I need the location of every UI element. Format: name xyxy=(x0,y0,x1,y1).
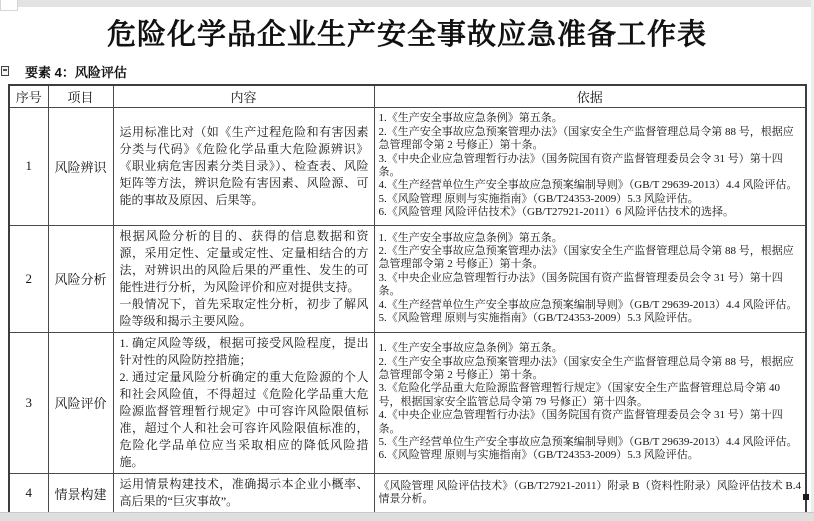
col-header-basis: 依据 xyxy=(374,85,806,107)
table-row xyxy=(9,225,806,332)
page-title: 危险化学品企业生产安全事故应急准备工作表 xyxy=(106,19,707,51)
basis-line: 4.《生产经营单位生产安全事故应急预案编制导则》（GB/T 29639-2013）4.4 风险评估。 xyxy=(378,179,798,192)
row-item-cell: 风险评价 xyxy=(48,332,113,473)
row-no-cell: 3 xyxy=(9,332,48,473)
basis-line: 2.《生产安全事故应急预案管理办法》（国家安全生产监督管理总局令第 88 号，根据应急管理部令第 2 号修正）第十条。 xyxy=(378,125,794,152)
col-header-item: 项目 xyxy=(48,85,113,107)
row-basis-cell xyxy=(374,107,806,225)
content-paragraph: 运用标准比对（如《生产过程危险和有害因素分类与代码》《危险化学品重大危险源辨识》《职业病危害因素分类目录》）、检查表、风险矩阵等方法，辨识危险有害因素、风险源、可能的事故及原因、后果等。 xyxy=(119,124,369,207)
basis-line: 2.《生产安全事故应急预案管理办法》（国家安全生产监督管理总局令第 88 号，根据应急管理部令第 2 号修正）第十条。 xyxy=(378,244,794,271)
basis-line: 5.《风险管理 原则与实施指南》（GB/T24353-2009）5.3 风险评估。 xyxy=(378,312,699,325)
content-paragraph: 1. 确定风险等级，根据可接受风险程度，提出针对性的风险防控措施； xyxy=(119,335,369,367)
window-top-edge xyxy=(0,0,814,7)
basis-line: 1.《生产安全事故应急条例》第五条。 xyxy=(378,112,563,125)
basis-line: 6.《风险管理 原则与实施指南》（GB/T24353-2009）5.3 风险评估。 xyxy=(378,449,699,462)
table-row xyxy=(9,473,806,514)
content-paragraph: 运用情景构建技术，准确揭示本企业小概率、高后果的“巨灾事故”。 xyxy=(119,477,369,509)
risk-assessment-table xyxy=(8,84,807,515)
col-header-no: 序号 xyxy=(9,85,48,107)
window-top-notch xyxy=(0,0,18,11)
row-no-cell: 2 xyxy=(9,225,48,332)
table-anchor-icon xyxy=(1,66,9,76)
content-paragraph: 根据风险分析的目的、获得的信息数据和资源，采用定性、定量或定性、定量相结合的方法，对辨识出的风险后果的严重性、发生的可能性进行分析，为风险评价和应对提供支持。 xyxy=(119,228,369,294)
basis-line: 5.《风险管理 原则与实施指南》（GB/T24353-2009）5.3 风险评估。 xyxy=(378,192,699,205)
row-basis-cell xyxy=(374,473,806,514)
row-no-cell: 1 xyxy=(9,107,48,225)
table-row xyxy=(9,332,806,473)
basis-line: 1.《生产安全事故应急条例》第五条。 xyxy=(378,231,563,244)
section-label: 要素 4：风险评估 xyxy=(25,65,127,80)
basis-line: 4.《生产经营单位生产安全事故应急预案编制导则》（GB/T 29639-2013）4.4 风险评估。 xyxy=(378,298,798,311)
row-item-cell: 情景构建 xyxy=(48,473,113,514)
row-content-cell xyxy=(113,107,374,225)
row-item-cell: 风险分析 xyxy=(48,225,113,332)
content-paragraph: 一般情况下，首先采取定性分析，初步了解风险等级和揭示主要风险。 xyxy=(119,296,369,328)
row-item-cell: 风险辨识 xyxy=(48,107,113,225)
table-header-row xyxy=(9,85,806,107)
basis-line: 5.《生产经营单位生产安全事故应急预案编制导则》（GB/T 29639-2013）4.4 风险评估。 xyxy=(378,436,798,449)
basis-line: 2.《生产安全事故应急预案管理办法》（国家安全生产监督管理总局令第 88 号，根据应急管理部令第 2 号修正）第十条。 xyxy=(378,355,794,381)
row-basis-cell xyxy=(374,332,806,473)
row-no-cell: 4 xyxy=(9,473,48,514)
row-content-cell xyxy=(113,332,374,473)
row-content-cell xyxy=(113,473,374,514)
basis-line: 4.《中央企业应急管理暂行办法》（国务院国有资产监督管理委员会令 31 号）第十四条。 xyxy=(378,409,783,435)
row-content-cell xyxy=(113,225,374,332)
col-header-content: 内容 xyxy=(113,85,374,107)
table-row xyxy=(9,107,806,225)
basis-line: 3.《危险化学品重大危险源监督管理暂行规定》（国家安全生产监督管理总局令第 40 号，根据国家安全监管总局令第 79 号修正）第十四条。 xyxy=(378,382,780,408)
basis-line: 3.《中央企业应急管理暂行办法》（国务院国有资产监督管理委员会令 31 号）第十四条。 xyxy=(378,271,783,298)
basis-line: 1.《生产安全事故应急条例》第五条。 xyxy=(378,342,563,355)
basis-line: 《风险管理 风险评估技术》（GB/T27921-2011）附录 B（资料性附录）风险评估技术 B.4 情景分析。 xyxy=(378,479,801,506)
row-basis-cell xyxy=(374,225,806,332)
basis-line: 6.《风险管理 风险评估技术》（GB/T27921-2011）6 风险评估技术的选择。 xyxy=(378,206,735,219)
content-paragraph: 2. 通过定量风险分析确定的重大危险源的个人和社会风险值，不得超过《危险化学品重大危险源监督管理暂行规定》中可容许风险限值标准，超过个人和社会可容许风险限值标准的，危险化学品单位应当采取相应的降低风险措施。 xyxy=(119,369,369,469)
table-resize-handle[interactable] xyxy=(803,494,809,500)
basis-line: 3.《中央企业应急管理暂行办法》（国务院国有资产监督管理委员会令 31 号）第十四条。 xyxy=(378,152,783,178)
